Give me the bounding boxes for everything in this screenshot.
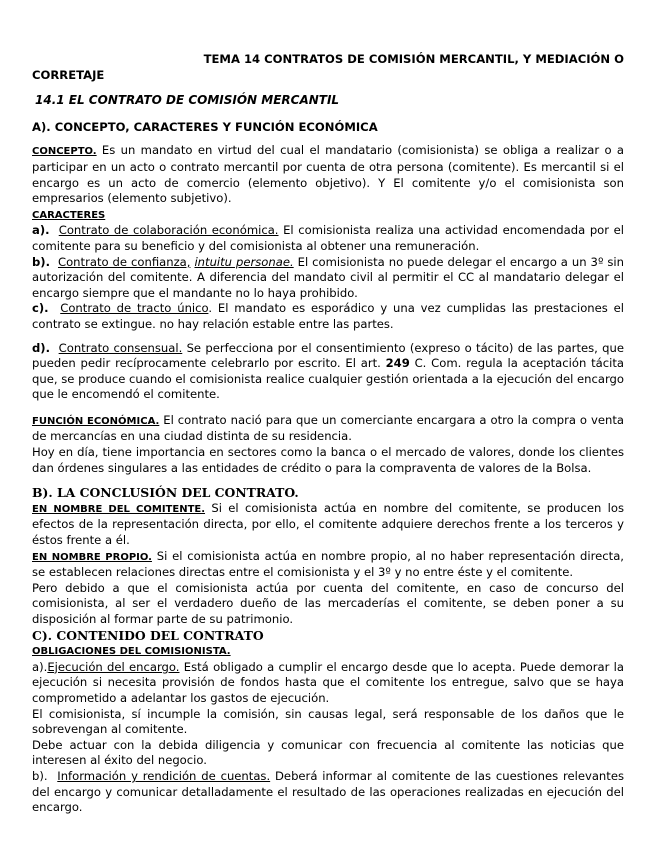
incumplimiento-paragraph: El comisionista, sí incumple la comisión, sin causas legal, será responsable de los daños que le sobrevengan al comitente. <box>32 706 624 737</box>
comitente-paragraph <box>32 501 624 549</box>
caracter-c-text: . El mandato es esporádico y una vez cumplidas las prestaciones el contrato se extingue. no hay relación estable entre las partes. <box>32 301 624 331</box>
section-a-heading: A). CONCEPTO, CARACTERES Y FUNCIÓN ECONÓMICA <box>32 119 378 134</box>
caracter-d-marker: d). <box>32 340 51 355</box>
informacion-paragraph <box>32 769 624 816</box>
caracter-b-text: El comisionista no puede delegar el encargo a un 3º sin autorización del comitente. A diferencia del mandato civil al permitir el CC al mandatario delegar el encargo siempre que el mandante no lo haya prohibido. <box>32 254 624 300</box>
propio-paragraph <box>32 549 624 581</box>
comitente-label: EN NOMBRE DEL COMITENTE. <box>32 503 206 515</box>
obligaciones-label-line <box>32 643 624 660</box>
caracter-b-marker: b). <box>32 254 51 269</box>
funcion-paragraph-2: Hoy en día, tiene importancia en sectores como la banca o el mercado de valores, donde los clientes dan órdenes singulares a las entidades de crédito o para la compraventa de valores de la Bolsa. <box>32 445 624 475</box>
funcion-paragraph <box>32 413 624 445</box>
subsection-title: 14.1 EL CONTRATO DE COMISIÓN MERCANTIL <box>35 93 340 108</box>
ejecucion-paragraph <box>32 660 624 707</box>
caracter-a-title: Contrato de colaboración económica. <box>58 223 279 238</box>
caracteres-label-line <box>32 207 624 224</box>
document-page <box>32 52 624 816</box>
propio-label: EN NOMBRE PROPIO. <box>32 551 152 563</box>
caracter-d-title: Contrato consensual. <box>58 340 183 355</box>
caracter-a-marker: a). <box>32 223 50 238</box>
concepto-text: Es un mandato en virtud del cual el mandatario (comisionista) se obliga a realizar o a participar en un acto o contrato mercantil por cuenta de otra persona (comitente). Es mercantil si el encargo es un acto de comercio (elemento objetivo). Y El comitente y/o el comisionista son empresarios (elemento subjetivo). <box>32 143 624 206</box>
caracter-b-title-italic: intuitu personae. <box>194 254 294 269</box>
diligencia-paragraph: Debe actuar con la debida diligencia y comunicar con frecuencia al comitente las noticias que interesen al éxito del negocio. <box>32 737 624 768</box>
spacer <box>32 403 624 413</box>
caracter-d-paragraph <box>32 341 624 403</box>
caracter-d-text-1: Se perfecciona por el consentimiento (expreso o tácito) de las partes, que pueden pedir recíprocamente celebrarlo por escrito. El art. <box>32 340 624 371</box>
funcion-label: FUNCIÓN ECONÓMICA. <box>32 415 160 427</box>
obligaciones-label: OBLIGACIONES DEL COMISIONISTA. <box>32 646 231 658</box>
propio-text: Si el comisionista actúa en nombre propio, al no haber representación directa, se establecen relaciones directas entre el comisionista y el 3º y no entre éste y el comitente. <box>32 548 624 580</box>
concepto-paragraph <box>32 143 624 206</box>
comitente-text: Si el comisionista actúa en nombre del comitente, se producen los efectos de la representación directa, por ello, el comitente adquiere derechos frente a los terceros y éstos frente a él. <box>32 500 624 548</box>
ejecucion-title: Ejecución del encargo. <box>47 659 180 674</box>
section-c-heading: C). CONTENIDO DEL CONTRATO <box>32 627 264 643</box>
document-title-continuation: CORRETAJE <box>32 67 105 82</box>
caracter-c-paragraph <box>32 301 624 332</box>
ejecucion-marker: a). <box>32 659 48 674</box>
document-title: TEMA 14 CONTRATOS DE COMISIÓN MERCANTIL, Y MEDIACIÓN O <box>203 52 624 66</box>
caracter-a-text: El comisionista realiza una actividad encomendada por el comitente para su beneficio y del comisionista al obtener una remuneración. <box>32 223 625 253</box>
spacer <box>32 333 624 341</box>
caracter-d-text-2: C. Com. regula la aceptación tácita que, se produce cuando el comisionista realice cualquier gestión orientada a la ejecución del encargo que le encomendó el comitente. <box>32 356 624 402</box>
funcion-text: El contrato nació para que un comerciante encargara a otro la compra o venta de mercancías en una ciudad distinta de su residencia. <box>32 412 624 444</box>
concepto-label: CONCEPTO. <box>32 146 97 158</box>
informacion-marker: b). <box>32 768 48 783</box>
caracter-c-title: Contrato de tracto único <box>60 301 209 316</box>
pero-paragraph: Pero debido a que el comisionista actúa por cuenta del comitente, en caso de concurso del comisionista, al ser el verdadero dueño de las mercaderías el comitente, se deben poner a su disposición al formar parte de su patrimonio. <box>32 580 624 626</box>
caracter-b-title: Contrato de confianza, <box>57 254 191 269</box>
caracter-c-marker: c). <box>32 301 49 316</box>
informacion-text: Deberá informar al comitente de las cuestiones relevantes del encargo y comunicar detalladamente el resultado de las operaciones realizadas en ejecución del encargo. <box>32 768 624 815</box>
section-b-heading: B). LA CONCLUSIÓN DEL CONTRATO. <box>32 485 299 501</box>
caracter-a-paragraph <box>32 223 624 254</box>
informacion-title: Información y rendición de cuentas. <box>57 768 271 783</box>
ejecucion-text: Está obligado a cumplir el encargo desde que lo acepta. Puede demorar la ejecución si necesita provisión de fondos hasta que el comitente los entregue, salvo que se haya comprometido a adelantar los gastos de ejecución. <box>32 659 625 705</box>
caracteres-label: CARACTERES <box>32 209 106 221</box>
caracter-b-paragraph <box>32 255 624 302</box>
caracter-d-article: 249 <box>385 356 410 371</box>
